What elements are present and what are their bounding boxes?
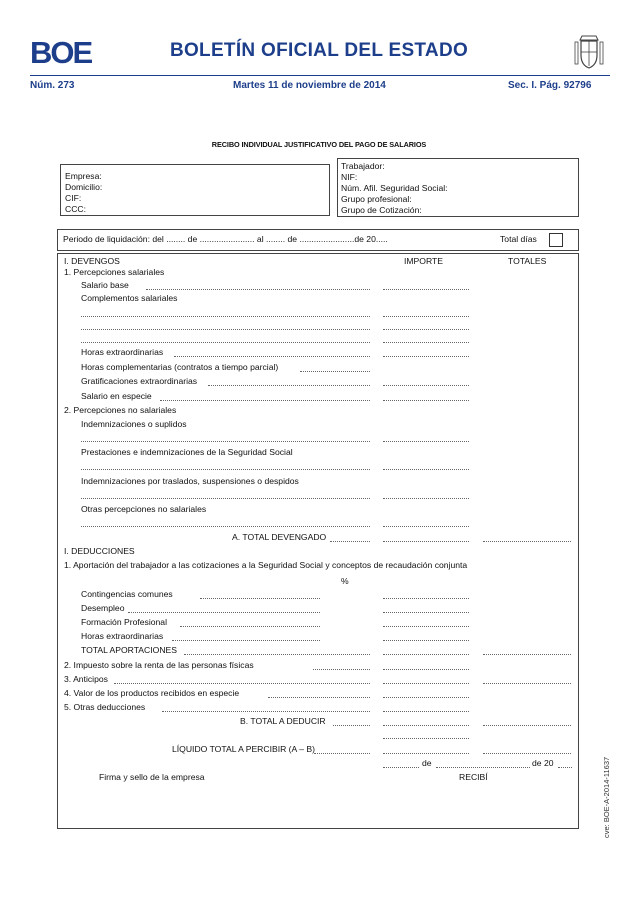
total-aportaciones-importe-leader [383,654,469,655]
gratificaciones-label: Gratificaciones extraordinarias [81,376,198,386]
total-deducir-leader [333,725,370,726]
total-devengado-total[interactable] [483,541,571,542]
complemento-1-importe[interactable] [383,316,469,317]
salario-especie-leader [160,400,370,401]
page-title: BOLETÍN OFICIAL DEL ESTADO [169,40,469,61]
contingencias-percent[interactable] [200,598,320,599]
section-page: Sec. I. Pág. 92796 [508,80,592,91]
formacion-label: Formación Profesional [81,617,167,627]
cve-code: cve: BOE-A-2014-11637 [602,756,611,838]
domicilio-label: Domicilio: [65,182,103,192]
fecha-de-1: de [422,758,432,768]
salario-base-label: Salario base [81,280,129,290]
salario-especie-label: Salario en especie [81,391,152,401]
irpf-leader [313,669,370,670]
percepciones-no-salariales: 2. Percepciones no salariales [64,405,177,415]
trabajador-label: Trabajador: [341,161,385,171]
horas-extra-deduccion-importe[interactable] [383,640,469,641]
irpf-label: 2. Impuesto sobre la renta de las personas físicas [64,660,254,670]
total-dias-field[interactable] [549,233,563,247]
document-title: RECIBO INDIVIDUAL JUSTIFICATIVO DEL PAGO DE SALARIOS [211,140,427,149]
otras-percepciones-label: Otras percepciones no salariales [81,504,207,514]
fecha-de-2: de 20 [532,758,554,768]
anticipos-total[interactable] [483,683,571,684]
recibi-label: RECIBÍ [459,772,488,782]
issue-number: Núm. 273 [30,80,75,91]
periodo-liquidacion: Periodo de liquidación: del ........ de ....................... al ........ de .......................de 20..... [63,234,388,244]
salario-base-leader [146,289,370,290]
firma-empresa-label: Firma y sello de la empresa [99,772,205,782]
total-aportaciones-total[interactable] [483,654,571,655]
total-deducir-total[interactable] [483,725,571,726]
periodo-box [57,229,579,251]
nif-label: NIF: [341,172,358,182]
formacion-percent[interactable] [180,626,320,627]
desempleo-label: Desempleo [81,603,125,613]
total-aportaciones-leader [184,654,370,655]
gratificaciones-leader [208,385,370,386]
contingencias-label: Contingencias comunes [81,589,173,599]
indemnizaciones-traslados-label: Indemnizaciones por traslados, suspensiones o despidos [81,476,299,486]
horas-extra-deduccion-label: Horas extraordinarias [81,631,164,641]
complemento-3-importe[interactable] [383,342,469,343]
irpf-importe[interactable] [383,669,469,670]
boe-logo-letters: BOE [30,36,92,66]
horas-complementarias-label: Horas complementarias (contratos a tiempo parcial) [81,362,279,372]
horas-extra-deduccion-percent[interactable] [172,640,320,641]
valor-especie-leader [268,697,370,698]
anticipos-label: 3. Anticipos [64,674,108,684]
otras-deducciones-importe[interactable] [383,711,469,712]
liquido-total-label: LÍQUIDO TOTAL A PERCIBIR (A – B) [172,744,315,754]
devengos-heading: I. DEVENGOS [64,256,120,266]
grupo-cotizacion-label: Grupo de Cotización: [341,205,422,215]
indemnizaciones-suplidos-concepto[interactable] [81,441,370,442]
prestaciones-concepto[interactable] [81,469,370,470]
anticipos-importe[interactable] [383,683,469,684]
formacion-importe[interactable] [383,626,469,627]
liquido-importe-leader [383,753,469,754]
otras-deducciones-leader [162,711,370,712]
indemnizaciones-suplidos-importe[interactable] [383,441,469,442]
valor-especie-label: 4. Valor de los productos recibidos en especie [64,688,240,698]
totales-column-header: TOTALES [508,256,547,266]
liquido-total-total[interactable] [483,753,571,754]
anticipos-leader [114,683,370,684]
total-devengado-label: A. TOTAL DEVENGADO [232,532,327,542]
prestaciones-label: Prestaciones e indemnizaciones de la Seguridad Social [81,447,293,457]
deducciones-heading: I. DEDUCCIONES [64,546,135,556]
ccc-label: CCC: [65,204,87,214]
otras-percepciones-concepto[interactable] [81,526,370,527]
complemento-3-concepto[interactable] [81,342,370,343]
trabajador-box [337,158,579,217]
otras-deducciones-label: 5. Otras deducciones [64,702,146,712]
issue-date: Martes 11 de noviembre de 2014 [233,80,386,91]
total-aportaciones-label: TOTAL APORTACIONES [81,645,177,655]
blank-importe-leader [383,738,469,739]
salario-base-importe[interactable] [383,289,469,290]
total-dias-label: Total días [500,234,537,244]
indemnizaciones-suplidos-label: Indemnizaciones o suplidos [81,419,187,429]
desempleo-percent[interactable] [128,612,320,613]
empresa-label: Empresa: [65,171,102,181]
indemnizaciones-traslados-concepto[interactable] [81,498,370,499]
fecha-mes-field[interactable] [436,767,530,768]
complemento-1-concepto[interactable] [81,316,370,317]
percent-column: % [341,576,349,586]
liquido-total-leader [314,753,370,754]
total-deducir-importe-leader [383,725,469,726]
valor-especie-importe[interactable] [383,697,469,698]
total-devengado-leader [330,541,370,542]
horas-extra-importe[interactable] [383,356,469,357]
complemento-2-concepto[interactable] [81,329,370,330]
desempleo-importe[interactable] [383,612,469,613]
total-devengado-importe-leader [383,541,469,542]
salario-especie-importe[interactable] [383,400,469,401]
grupo-profesional-label: Grupo profesional: [341,194,412,204]
percepciones-salariales: 1. Percepciones salariales [64,267,165,277]
otras-percepciones-importe[interactable] [383,526,469,527]
importe-column-header: IMPORTE [404,256,443,266]
fecha-anio-field[interactable] [558,767,572,768]
fecha-lugar-field[interactable] [383,767,419,768]
complemento-2-importe[interactable] [383,329,469,330]
aportacion-trabajador: 1. Aportación del trabajador a las cotizaciones a la Seguridad Social y conceptos de recaudación conjunta [64,560,468,570]
afiliacion-label: Núm. Afil. Seguridad Social: [341,183,448,193]
gratificaciones-importe[interactable] [383,385,469,386]
cif-label: CIF: [65,193,82,203]
header-rule [30,75,610,76]
coat-of-arms-icon [572,32,606,72]
horas-compl-leader [300,371,370,372]
prestaciones-importe[interactable] [383,469,469,470]
empresa-box [60,164,330,216]
horas-extra-leader [174,356,370,357]
total-deducir-label: B. TOTAL A DEDUCIR [240,716,326,726]
complementos-label: Complementos salariales [81,293,178,303]
contingencias-importe[interactable] [383,598,469,599]
indemnizaciones-traslados-importe[interactable] [383,498,469,499]
horas-extra-label: Horas extraordinarias [81,347,164,357]
